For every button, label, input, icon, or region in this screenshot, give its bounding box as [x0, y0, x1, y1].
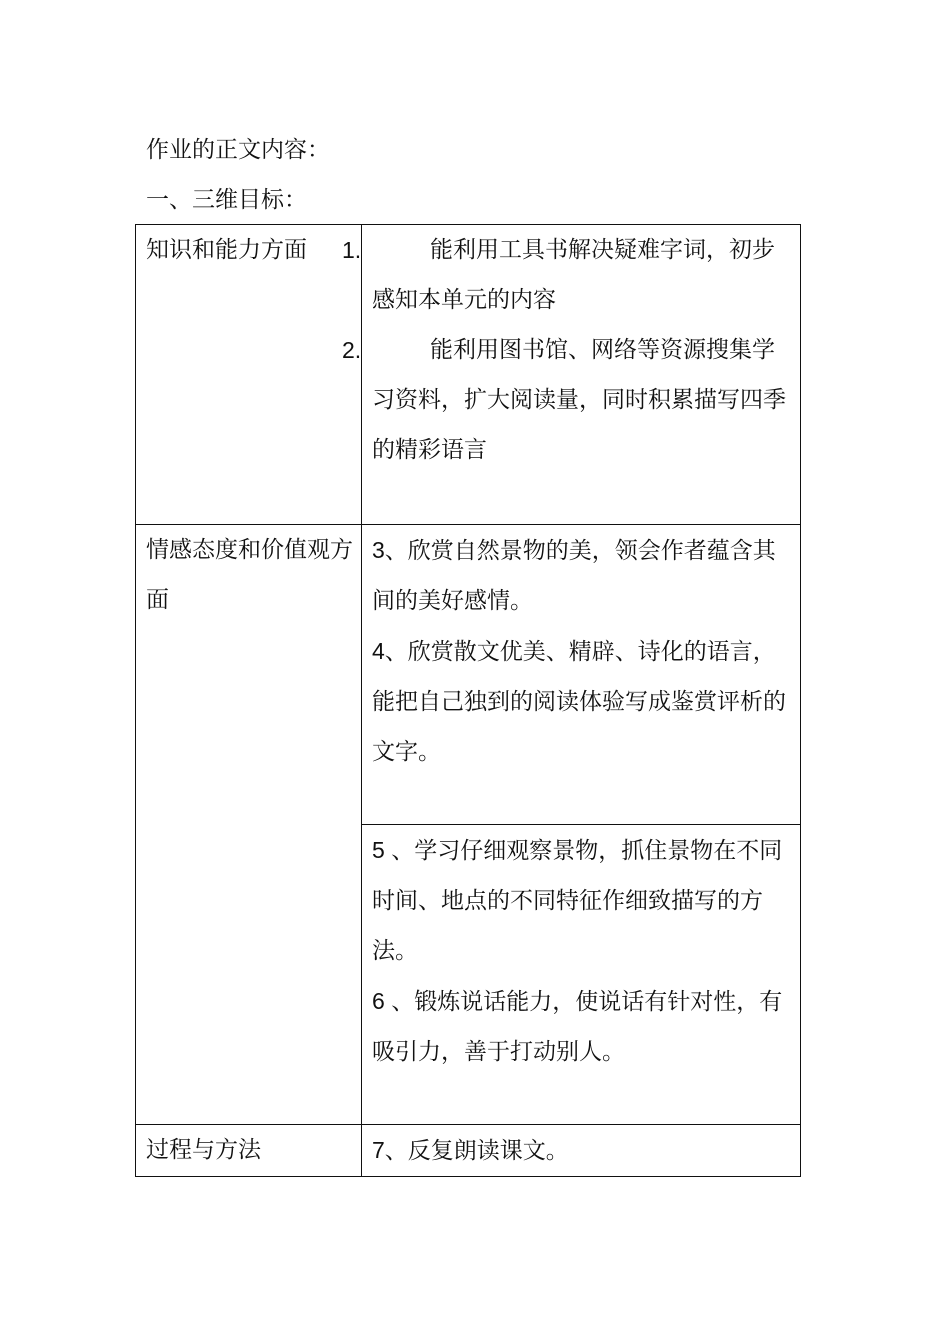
category-cell [136, 525, 362, 1125]
category-label: 情感态度和价值观方面 [146, 537, 353, 613]
category-cell [136, 1125, 362, 1177]
goal-cell [362, 1125, 801, 1177]
table-row [136, 225, 801, 525]
category-label: 过程与方法 [146, 1137, 261, 1163]
table-row [136, 1125, 801, 1177]
section-heading: 一、三维目标： [146, 187, 307, 213]
goal-number: 7 [372, 1137, 385, 1163]
goal-item [372, 976, 792, 1077]
goal-text: 、反复朗读课文。 [384, 1138, 569, 1164]
goal-item [372, 825, 792, 976]
goal-number: 5 [372, 837, 392, 863]
goal-item [372, 525, 792, 626]
category-cell [136, 225, 362, 525]
goal-cell [342, 225, 801, 525]
table-row [136, 525, 801, 825]
goal-number: 3 [372, 537, 385, 563]
document-title-line: 作业的正文内容： [146, 137, 330, 163]
goals-table [135, 224, 801, 1177]
goal-text: 能利用工具书解决疑难字词，初步感知本单元的内容 [372, 237, 775, 313]
goal-text: 、锻炼说话能力，使说话有针对性，有吸引力，善于打动别人。 [372, 989, 783, 1065]
goal-number: 4 [372, 638, 385, 664]
goal-cell [362, 525, 801, 825]
goal-number: 2. [342, 337, 362, 363]
category-label: 知识和能力方面 [146, 237, 307, 263]
goal-text: 、欣赏散文优美、精辟、诗化的语言，能把自己独到的阅读体验写成鉴赏评析的文字。 [372, 639, 786, 765]
goal-number: 6 [372, 988, 392, 1014]
goal-number: 1. [342, 237, 362, 263]
goal-item [342, 225, 792, 325]
goal-item [372, 626, 792, 777]
goal-cell [362, 825, 801, 1125]
goal-text: 、学习仔细观察景物，抓住景物在不同时间、地点的不同特征作细致描写的方法。 [372, 838, 783, 964]
goal-item [342, 325, 792, 475]
goal-text: 、欣赏自然景物的美，领会作者蕴含其间的美好感情。 [372, 538, 776, 614]
goal-text: 能利用图书馆、网络等资源搜集学习资料，扩大阅读量，同时积累描写四季的精彩语言 [372, 337, 786, 463]
goal-item [372, 1125, 792, 1176]
